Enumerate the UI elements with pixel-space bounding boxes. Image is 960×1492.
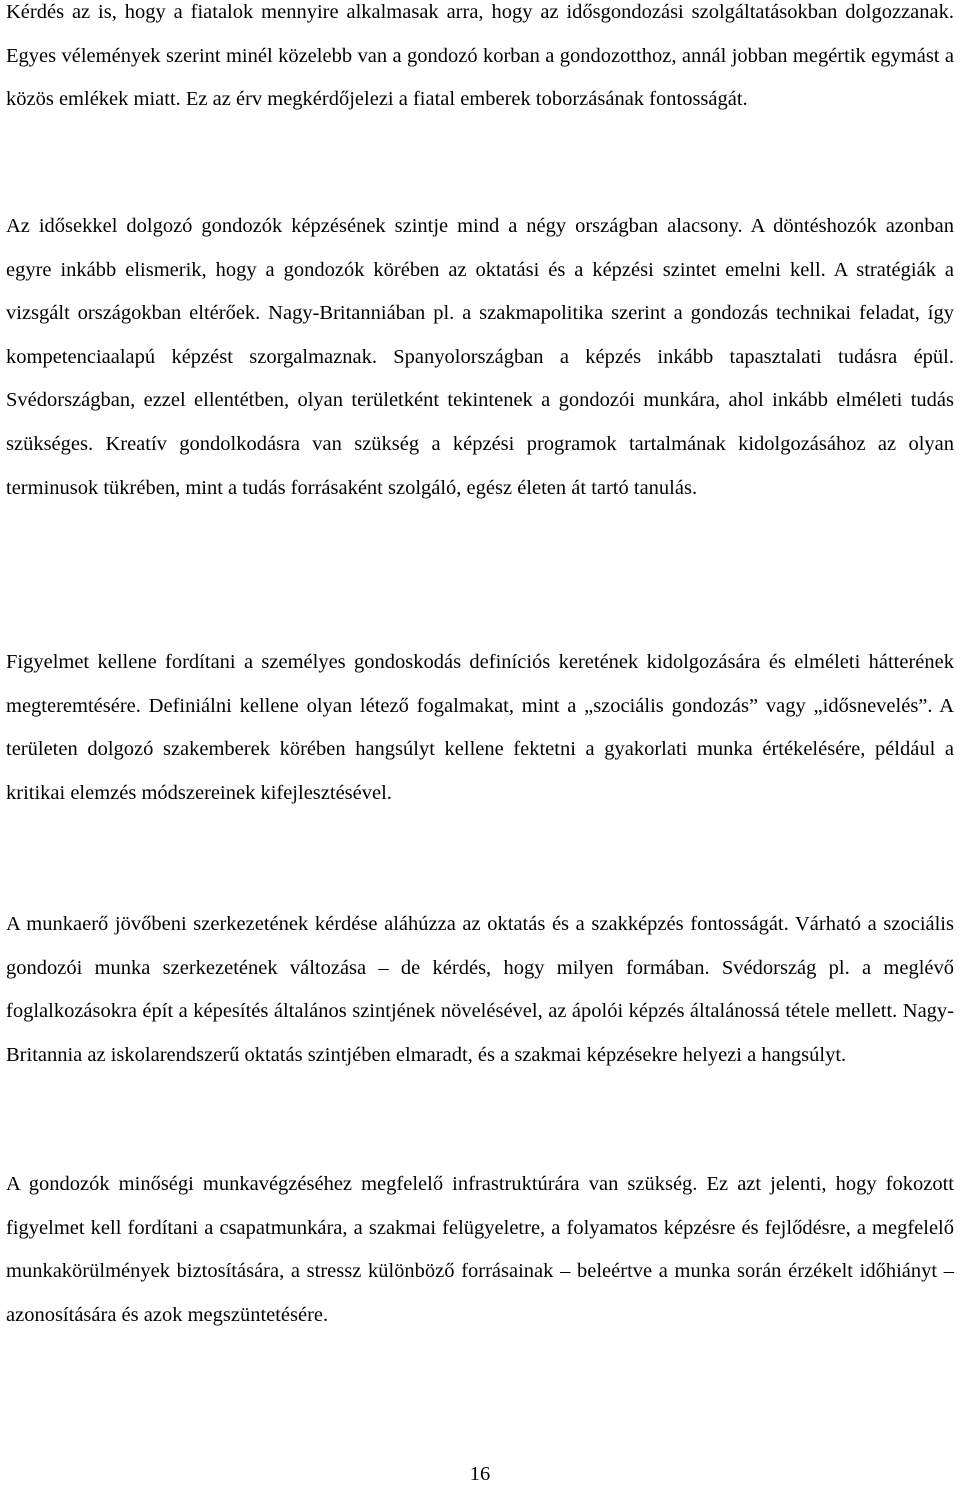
paragraph-3: Figyelmet kellene fordítani a személyes gondoskodás definíciós keretének kidolgozására és elméleti hátterének megteremtésére. Definiálni kellene olyan létező fogalmakat, mint a „szociális gondozás” vagy „idősnevelés”. A területen dolgozó szakemberek körében hangsúlyt kellene fektetni a gyakorlati munka értékelésére, például a kritikai elemzés módszereinek kifejlesztésével. [6, 651, 954, 804]
paragraph-5: A gondozók minőségi munkavégzéséhez megfelelő infrastruktúrára van szükség. Ez azt jelenti, hogy fokozott figyelmet kell fordítani a csapatmunkára, a szakmai felügyeletre, a folyamatos képzésre és fejlődésre, a megfelelő munkakörülmények biztosítására, a stressz különböző forrásainak – beleértve a munka során érzékelt időhiányt – azonosítására és azok megszüntetésére. [6, 1173, 954, 1326]
page-number: 16 [469, 1463, 491, 1485]
paragraph-2: Az idősekkel dolgozó gondozók képzésének szintje mind a négy országban alacsony. A döntéshozók azonban egyre inkább elismerik, hogy a gondozók körében az oktatási és a képzési szintet emelni kell. A stratégiák a vizsgált országokban eltérőek. Nagy-Britanniában pl. a szakmapolitika szerint a gondozás technikai feladat, így kompetenciaalapú képzést szorgalmaznak. Spanyolországban a képzés inkább tapasztalati tudásra épül. Svédországban, ezzel ellentétben, olyan területként tekintenek a gondozói munkára, ahol inkább elméleti tudás szükséges. Kreatív gondolkodásra van szükség a képzési programok tartalmának kidolgozásához az olyan terminusok tükrében, mint a tudás forrásaként szolgáló, egész életen át tartó tanulás. [6, 215, 954, 499]
paragraph-4: A munkaerő jövőbeni szerkezetének kérdése aláhúzza az oktatás és a szakképzés fontosságát. Várható a szociális gondozói munka szerkezetének változása – de kérdés, hogy milyen formában. Svédország pl. a meglévő foglalkozásokra épít a képesítés általános szintjének növelésével, az ápolói képzés általánossá tétele mellett. Nagy-Britannia az iskolarendszerű oktatás szintjében elmaradt, és a szakmai képzésekre helyezi a hangsúlyt. [6, 913, 954, 1066]
paragraph-1: Kérdés az is, hogy a fiatalok mennyire alkalmasak arra, hogy az idősgondozási szolgáltatásokban dolgozzanak. Egyes vélemények szerint minél közelebb van a gondozó korban a gondozotthoz, annál jobban megértik egymást a közös emlékek miatt. Ez az érv megkérdőjelezi a fiatal emberek toborzásának fontosságát. [6, 1, 954, 111]
